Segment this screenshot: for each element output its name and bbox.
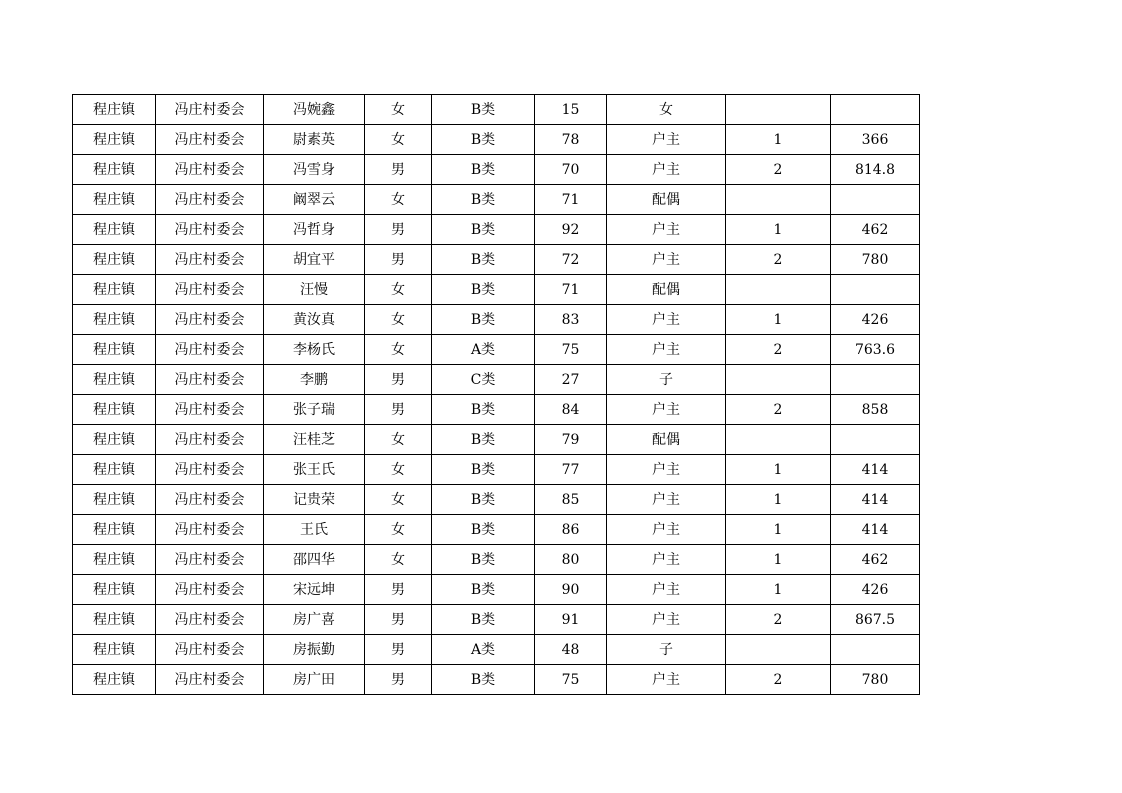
- category-cell: B类: [432, 515, 535, 545]
- sex-cell: 女: [365, 335, 432, 365]
- sex-cell: 男: [365, 155, 432, 185]
- amount-cell: 858: [831, 395, 920, 425]
- table-row: [73, 575, 920, 605]
- household-count-cell: [726, 635, 831, 665]
- amount-cell: 426: [831, 575, 920, 605]
- relation-cell: 配偶: [607, 425, 726, 455]
- village-cell: 冯庄村委会: [156, 335, 264, 365]
- sex-cell: 男: [365, 215, 432, 245]
- town-cell: 程庄镇: [73, 665, 156, 695]
- village-cell: 冯庄村委会: [156, 125, 264, 155]
- name-cell: 冯婉鑫: [264, 95, 365, 125]
- town-cell: 程庄镇: [73, 425, 156, 455]
- table-row: [73, 515, 920, 545]
- category-cell: B类: [432, 545, 535, 575]
- category-cell: B类: [432, 185, 535, 215]
- age-cell: 72: [535, 245, 607, 275]
- category-cell: B类: [432, 275, 535, 305]
- town-cell: 程庄镇: [73, 335, 156, 365]
- age-cell: 83: [535, 305, 607, 335]
- table-row: [73, 275, 920, 305]
- village-cell: 冯庄村委会: [156, 545, 264, 575]
- relation-cell: 户主: [607, 335, 726, 365]
- household-count-cell: 1: [726, 515, 831, 545]
- age-cell: 71: [535, 185, 607, 215]
- amount-cell: 780: [831, 245, 920, 275]
- village-cell: 冯庄村委会: [156, 635, 264, 665]
- table-row: [73, 365, 920, 395]
- sex-cell: 女: [365, 455, 432, 485]
- name-cell: 黄汝真: [264, 305, 365, 335]
- town-cell: 程庄镇: [73, 545, 156, 575]
- table-row: [73, 455, 920, 485]
- amount-cell: [831, 635, 920, 665]
- table-row: [73, 425, 920, 455]
- table-row: [73, 305, 920, 335]
- age-cell: 78: [535, 125, 607, 155]
- table-row: [73, 395, 920, 425]
- name-cell: 房振勤: [264, 635, 365, 665]
- sex-cell: 男: [365, 665, 432, 695]
- town-cell: 程庄镇: [73, 485, 156, 515]
- town-cell: 程庄镇: [73, 215, 156, 245]
- name-cell: 冯雪身: [264, 155, 365, 185]
- village-cell: 冯庄村委会: [156, 515, 264, 545]
- sex-cell: 男: [365, 395, 432, 425]
- sex-cell: 女: [365, 425, 432, 455]
- amount-cell: [831, 425, 920, 455]
- town-cell: 程庄镇: [73, 605, 156, 635]
- village-cell: 冯庄村委会: [156, 95, 264, 125]
- age-cell: 70: [535, 155, 607, 185]
- age-cell: 48: [535, 635, 607, 665]
- data-table-container: [72, 94, 920, 695]
- age-cell: 84: [535, 395, 607, 425]
- town-cell: 程庄镇: [73, 305, 156, 335]
- household-count-cell: [726, 95, 831, 125]
- age-cell: 80: [535, 545, 607, 575]
- category-cell: B类: [432, 455, 535, 485]
- town-cell: 程庄镇: [73, 185, 156, 215]
- household-count-cell: 2: [726, 155, 831, 185]
- relation-cell: 配偶: [607, 185, 726, 215]
- household-count-cell: 2: [726, 335, 831, 365]
- category-cell: B类: [432, 95, 535, 125]
- name-cell: 汪慢: [264, 275, 365, 305]
- name-cell: 张王氏: [264, 455, 365, 485]
- name-cell: 尉素英: [264, 125, 365, 155]
- amount-cell: [831, 95, 920, 125]
- age-cell: 86: [535, 515, 607, 545]
- name-cell: 李杨氏: [264, 335, 365, 365]
- category-cell: B类: [432, 395, 535, 425]
- name-cell: 冯哲身: [264, 215, 365, 245]
- name-cell: 胡宜平: [264, 245, 365, 275]
- category-cell: B类: [432, 125, 535, 155]
- table-row: [73, 635, 920, 665]
- sex-cell: 女: [365, 185, 432, 215]
- relation-cell: 女: [607, 95, 726, 125]
- household-count-cell: 2: [726, 245, 831, 275]
- relation-cell: 户主: [607, 485, 726, 515]
- town-cell: 程庄镇: [73, 635, 156, 665]
- relation-cell: 户主: [607, 155, 726, 185]
- age-cell: 71: [535, 275, 607, 305]
- household-count-cell: 1: [726, 305, 831, 335]
- relation-cell: 配偶: [607, 275, 726, 305]
- age-cell: 27: [535, 365, 607, 395]
- village-cell: 冯庄村委会: [156, 485, 264, 515]
- sex-cell: 女: [365, 515, 432, 545]
- sex-cell: 男: [365, 365, 432, 395]
- village-cell: 冯庄村委会: [156, 245, 264, 275]
- amount-cell: 780: [831, 665, 920, 695]
- relation-cell: 户主: [607, 575, 726, 605]
- town-cell: 程庄镇: [73, 95, 156, 125]
- village-cell: 冯庄村委会: [156, 455, 264, 485]
- category-cell: B类: [432, 665, 535, 695]
- relation-cell: 户主: [607, 545, 726, 575]
- table-row: [73, 125, 920, 155]
- village-cell: 冯庄村委会: [156, 665, 264, 695]
- table-row: [73, 155, 920, 185]
- category-cell: B类: [432, 305, 535, 335]
- household-count-cell: 1: [726, 545, 831, 575]
- name-cell: 宋远坤: [264, 575, 365, 605]
- amount-cell: 414: [831, 485, 920, 515]
- village-cell: 冯庄村委会: [156, 395, 264, 425]
- household-count-cell: 2: [726, 665, 831, 695]
- category-cell: B类: [432, 485, 535, 515]
- village-cell: 冯庄村委会: [156, 185, 264, 215]
- household-count-cell: [726, 275, 831, 305]
- amount-cell: [831, 275, 920, 305]
- category-cell: A类: [432, 635, 535, 665]
- age-cell: 90: [535, 575, 607, 605]
- village-cell: 冯庄村委会: [156, 425, 264, 455]
- household-count-cell: [726, 425, 831, 455]
- age-cell: 75: [535, 665, 607, 695]
- village-cell: 冯庄村委会: [156, 605, 264, 635]
- category-cell: B类: [432, 425, 535, 455]
- amount-cell: 426: [831, 305, 920, 335]
- relation-cell: 户主: [607, 665, 726, 695]
- sex-cell: 男: [365, 635, 432, 665]
- category-cell: B类: [432, 245, 535, 275]
- household-count-cell: 2: [726, 395, 831, 425]
- town-cell: 程庄镇: [73, 365, 156, 395]
- relation-cell: 子: [607, 365, 726, 395]
- age-cell: 15: [535, 95, 607, 125]
- relation-cell: 户主: [607, 455, 726, 485]
- amount-cell: 462: [831, 215, 920, 245]
- table-row: [73, 665, 920, 695]
- household-count-cell: 1: [726, 455, 831, 485]
- table-body: [73, 95, 920, 695]
- town-cell: 程庄镇: [73, 125, 156, 155]
- amount-cell: [831, 185, 920, 215]
- name-cell: 阚翠云: [264, 185, 365, 215]
- table-row: [73, 185, 920, 215]
- amount-cell: 814.8: [831, 155, 920, 185]
- amount-cell: [831, 365, 920, 395]
- household-count-cell: 1: [726, 575, 831, 605]
- village-cell: 冯庄村委会: [156, 305, 264, 335]
- table-row: [73, 545, 920, 575]
- relation-cell: 户主: [607, 125, 726, 155]
- amount-cell: 462: [831, 545, 920, 575]
- town-cell: 程庄镇: [73, 275, 156, 305]
- household-count-cell: [726, 185, 831, 215]
- household-count-cell: 1: [726, 125, 831, 155]
- relation-cell: 户主: [607, 605, 726, 635]
- town-cell: 程庄镇: [73, 245, 156, 275]
- name-cell: 记贵荣: [264, 485, 365, 515]
- table-row: [73, 95, 920, 125]
- table-row: [73, 485, 920, 515]
- sex-cell: 女: [365, 125, 432, 155]
- sex-cell: 女: [365, 545, 432, 575]
- village-cell: 冯庄村委会: [156, 155, 264, 185]
- village-cell: 冯庄村委会: [156, 275, 264, 305]
- name-cell: 汪桂芝: [264, 425, 365, 455]
- sex-cell: 女: [365, 485, 432, 515]
- name-cell: 张子瑞: [264, 395, 365, 425]
- age-cell: 75: [535, 335, 607, 365]
- category-cell: A类: [432, 335, 535, 365]
- amount-cell: 763.6: [831, 335, 920, 365]
- age-cell: 92: [535, 215, 607, 245]
- relation-cell: 户主: [607, 515, 726, 545]
- table-row: [73, 245, 920, 275]
- sex-cell: 女: [365, 95, 432, 125]
- category-cell: B类: [432, 605, 535, 635]
- age-cell: 91: [535, 605, 607, 635]
- age-cell: 77: [535, 455, 607, 485]
- village-cell: 冯庄村委会: [156, 575, 264, 605]
- table-row: [73, 335, 920, 365]
- village-cell: 冯庄村委会: [156, 365, 264, 395]
- sex-cell: 男: [365, 575, 432, 605]
- household-count-cell: 2: [726, 605, 831, 635]
- name-cell: 房广喜: [264, 605, 365, 635]
- table-row: [73, 605, 920, 635]
- amount-cell: 366: [831, 125, 920, 155]
- relation-cell: 子: [607, 635, 726, 665]
- village-cell: 冯庄村委会: [156, 215, 264, 245]
- name-cell: 李鹏: [264, 365, 365, 395]
- relation-cell: 户主: [607, 305, 726, 335]
- data-table: [72, 94, 920, 695]
- household-count-cell: [726, 365, 831, 395]
- relation-cell: 户主: [607, 395, 726, 425]
- age-cell: 85: [535, 485, 607, 515]
- sex-cell: 女: [365, 275, 432, 305]
- relation-cell: 户主: [607, 215, 726, 245]
- town-cell: 程庄镇: [73, 455, 156, 485]
- amount-cell: 414: [831, 455, 920, 485]
- table-row: [73, 215, 920, 245]
- sex-cell: 女: [365, 305, 432, 335]
- name-cell: 邵四华: [264, 545, 365, 575]
- category-cell: B类: [432, 155, 535, 185]
- category-cell: B类: [432, 575, 535, 605]
- household-count-cell: 1: [726, 215, 831, 245]
- town-cell: 程庄镇: [73, 515, 156, 545]
- town-cell: 程庄镇: [73, 575, 156, 605]
- sex-cell: 男: [365, 245, 432, 275]
- amount-cell: 414: [831, 515, 920, 545]
- name-cell: 王氏: [264, 515, 365, 545]
- category-cell: C类: [432, 365, 535, 395]
- sex-cell: 男: [365, 605, 432, 635]
- age-cell: 79: [535, 425, 607, 455]
- name-cell: 房广田: [264, 665, 365, 695]
- category-cell: B类: [432, 215, 535, 245]
- amount-cell: 867.5: [831, 605, 920, 635]
- town-cell: 程庄镇: [73, 155, 156, 185]
- town-cell: 程庄镇: [73, 395, 156, 425]
- household-count-cell: 1: [726, 485, 831, 515]
- relation-cell: 户主: [607, 245, 726, 275]
